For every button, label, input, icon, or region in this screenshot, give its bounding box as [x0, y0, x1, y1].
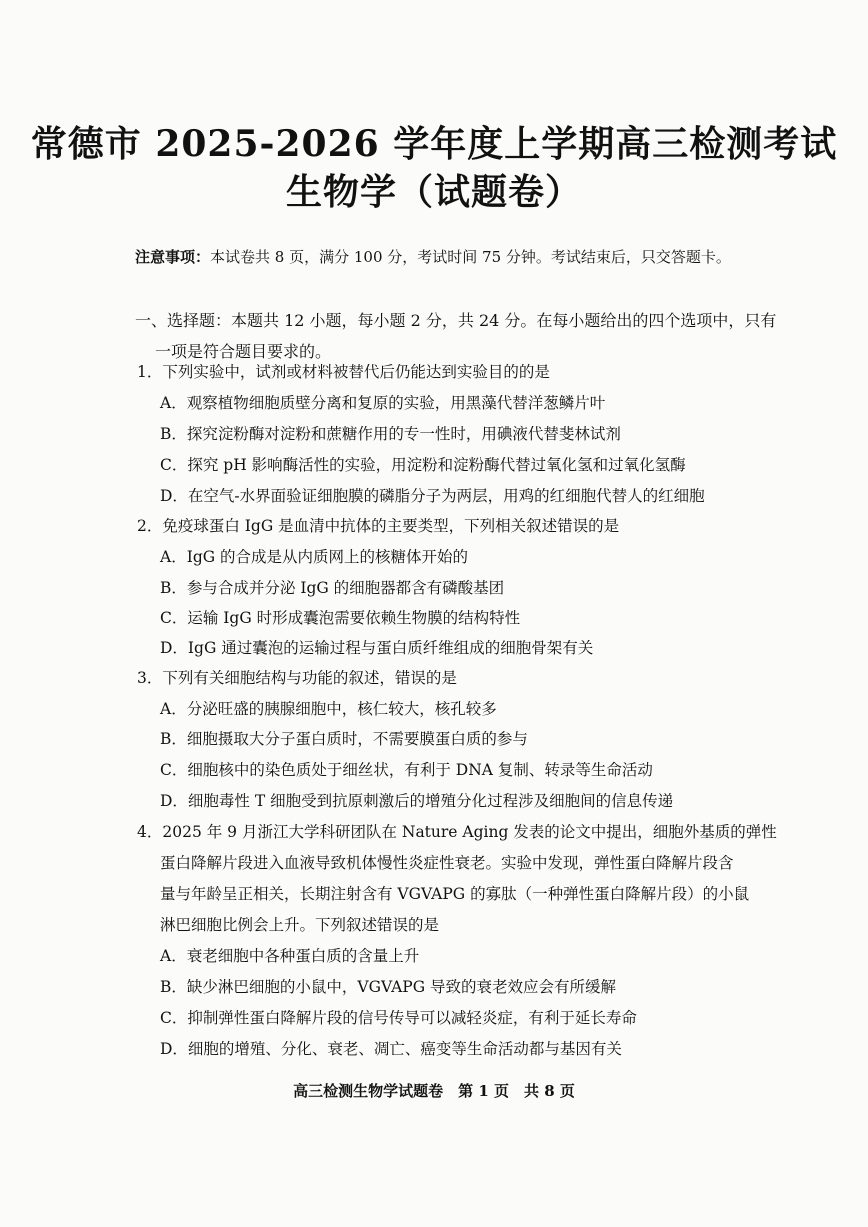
question-3-option-d: D．细胞毒性 T 细胞受到抗原刺激后的增殖分化过程涉及细胞间的信息传递: [160, 792, 674, 810]
question-3-stem: 3．下列有关细胞结构与功能的叙述，错误的是: [137, 669, 457, 687]
question-2-option-a: A．IgG 的合成是从内质网上的核糖体开始的: [160, 548, 469, 566]
notice-text: 本试卷共 8 页，满分 100 分，考试时间 75 分钟。考试结束后，只交答题卡。: [210, 248, 731, 266]
question-1-stem: 1．下列实验中，试剂或材料被替代后仍能达到实验目的的是: [137, 363, 550, 381]
question-4-option-c: C．抑制弹性蛋白降解片段的信号传导可以减轻炎症，有利于延长寿命: [160, 1009, 637, 1027]
section-instruction-line1: 一、选择题：本题共 12 小题，每小题 2 分，共 24 分。在每小题给出的四个选项中，只有: [135, 311, 777, 330]
question-4-option-d: D．细胞的增殖、分化、衰老、凋亡、癌变等生命活动都与基因有关: [160, 1040, 622, 1058]
question-4-stem-line2: 蛋白降解片段进入血液导致机体慢性炎症性衰老。实验中发现，弹性蛋白降解片段含: [160, 854, 734, 872]
question-1-option-b: B．探究淀粉酶对淀粉和蔗糖作用的专一性时，用碘液代替斐林试剂: [160, 425, 621, 443]
question-1-option-d: D．在空气-水界面验证细胞膜的磷脂分子为两层，用鸡的红细胞代替人的红细胞: [160, 487, 705, 505]
exam-subtitle: 生物学（试题卷）: [285, 171, 582, 213]
page-footer: 高三检测生物学试题卷 第 1 页 共 8 页: [293, 1082, 575, 1100]
question-3-option-c: C．细胞核中的染色质处于细丝状，有利于 DNA 复制、转录等生命活动: [160, 761, 653, 779]
question-4-stem-line4: 淋巴细胞比例会上升。下列叙述错误的是: [160, 916, 440, 934]
notice: [135, 246, 731, 267]
question-2-option-b: B．参与合成并分泌 IgG 的细胞器都含有磷酸基团: [160, 579, 505, 597]
question-4-option-a: A．衰老细胞中各种蛋白质的含量上升: [160, 947, 420, 965]
question-3-option-a: A．分泌旺盛的胰腺细胞中，核仁较大，核孔较多: [160, 700, 497, 718]
question-4-option-b: B．缺少淋巴细胞的小鼠中，VGVAPG 导致的衰老效应会有所缓解: [160, 978, 617, 996]
question-2-stem: 2．免疫球蛋白 IgG 是血清中抗体的主要类型，下列相关叙述错误的是: [137, 517, 620, 535]
question-4-stem-line3: 量与年龄呈正相关，长期注射含有 VGVAPG 的寡肽（一种弹性蛋白降解片段）的小鼠: [160, 885, 750, 903]
notice-lead: 注意事项：: [135, 248, 211, 266]
section-heading: [135, 305, 775, 367]
exam-title: 常德市 2025-2026 学年度上学期高三检测考试: [30, 123, 838, 165]
question-1-option-c: C．探究 pH 影响酶活性的实验，用淀粉和淀粉酶代替过氧化氢和过氧化氢酶: [160, 456, 686, 474]
question-1-option-a: A．观察植物细胞质壁分离和复原的实验，用黑藻代替洋葱鳞片叶: [160, 394, 606, 412]
question-3-option-b: B．细胞摄取大分子蛋白质时，不需要膜蛋白质的参与: [160, 730, 528, 748]
question-2-option-d: D．IgG 通过囊泡的运输过程与蛋白质纤维组成的细胞骨架有关: [160, 639, 594, 657]
question-2-option-c: C．运输 IgG 时形成囊泡需要依赖生物膜的结构特性: [160, 609, 521, 627]
section-instruction-line2: 一项是符合题目要求的。: [155, 342, 332, 361]
question-4-stem: 4．2025 年 9 月浙江大学科研团队在 Nature Aging 发表的论文中提出，细胞外基质的弹性: [137, 823, 777, 841]
